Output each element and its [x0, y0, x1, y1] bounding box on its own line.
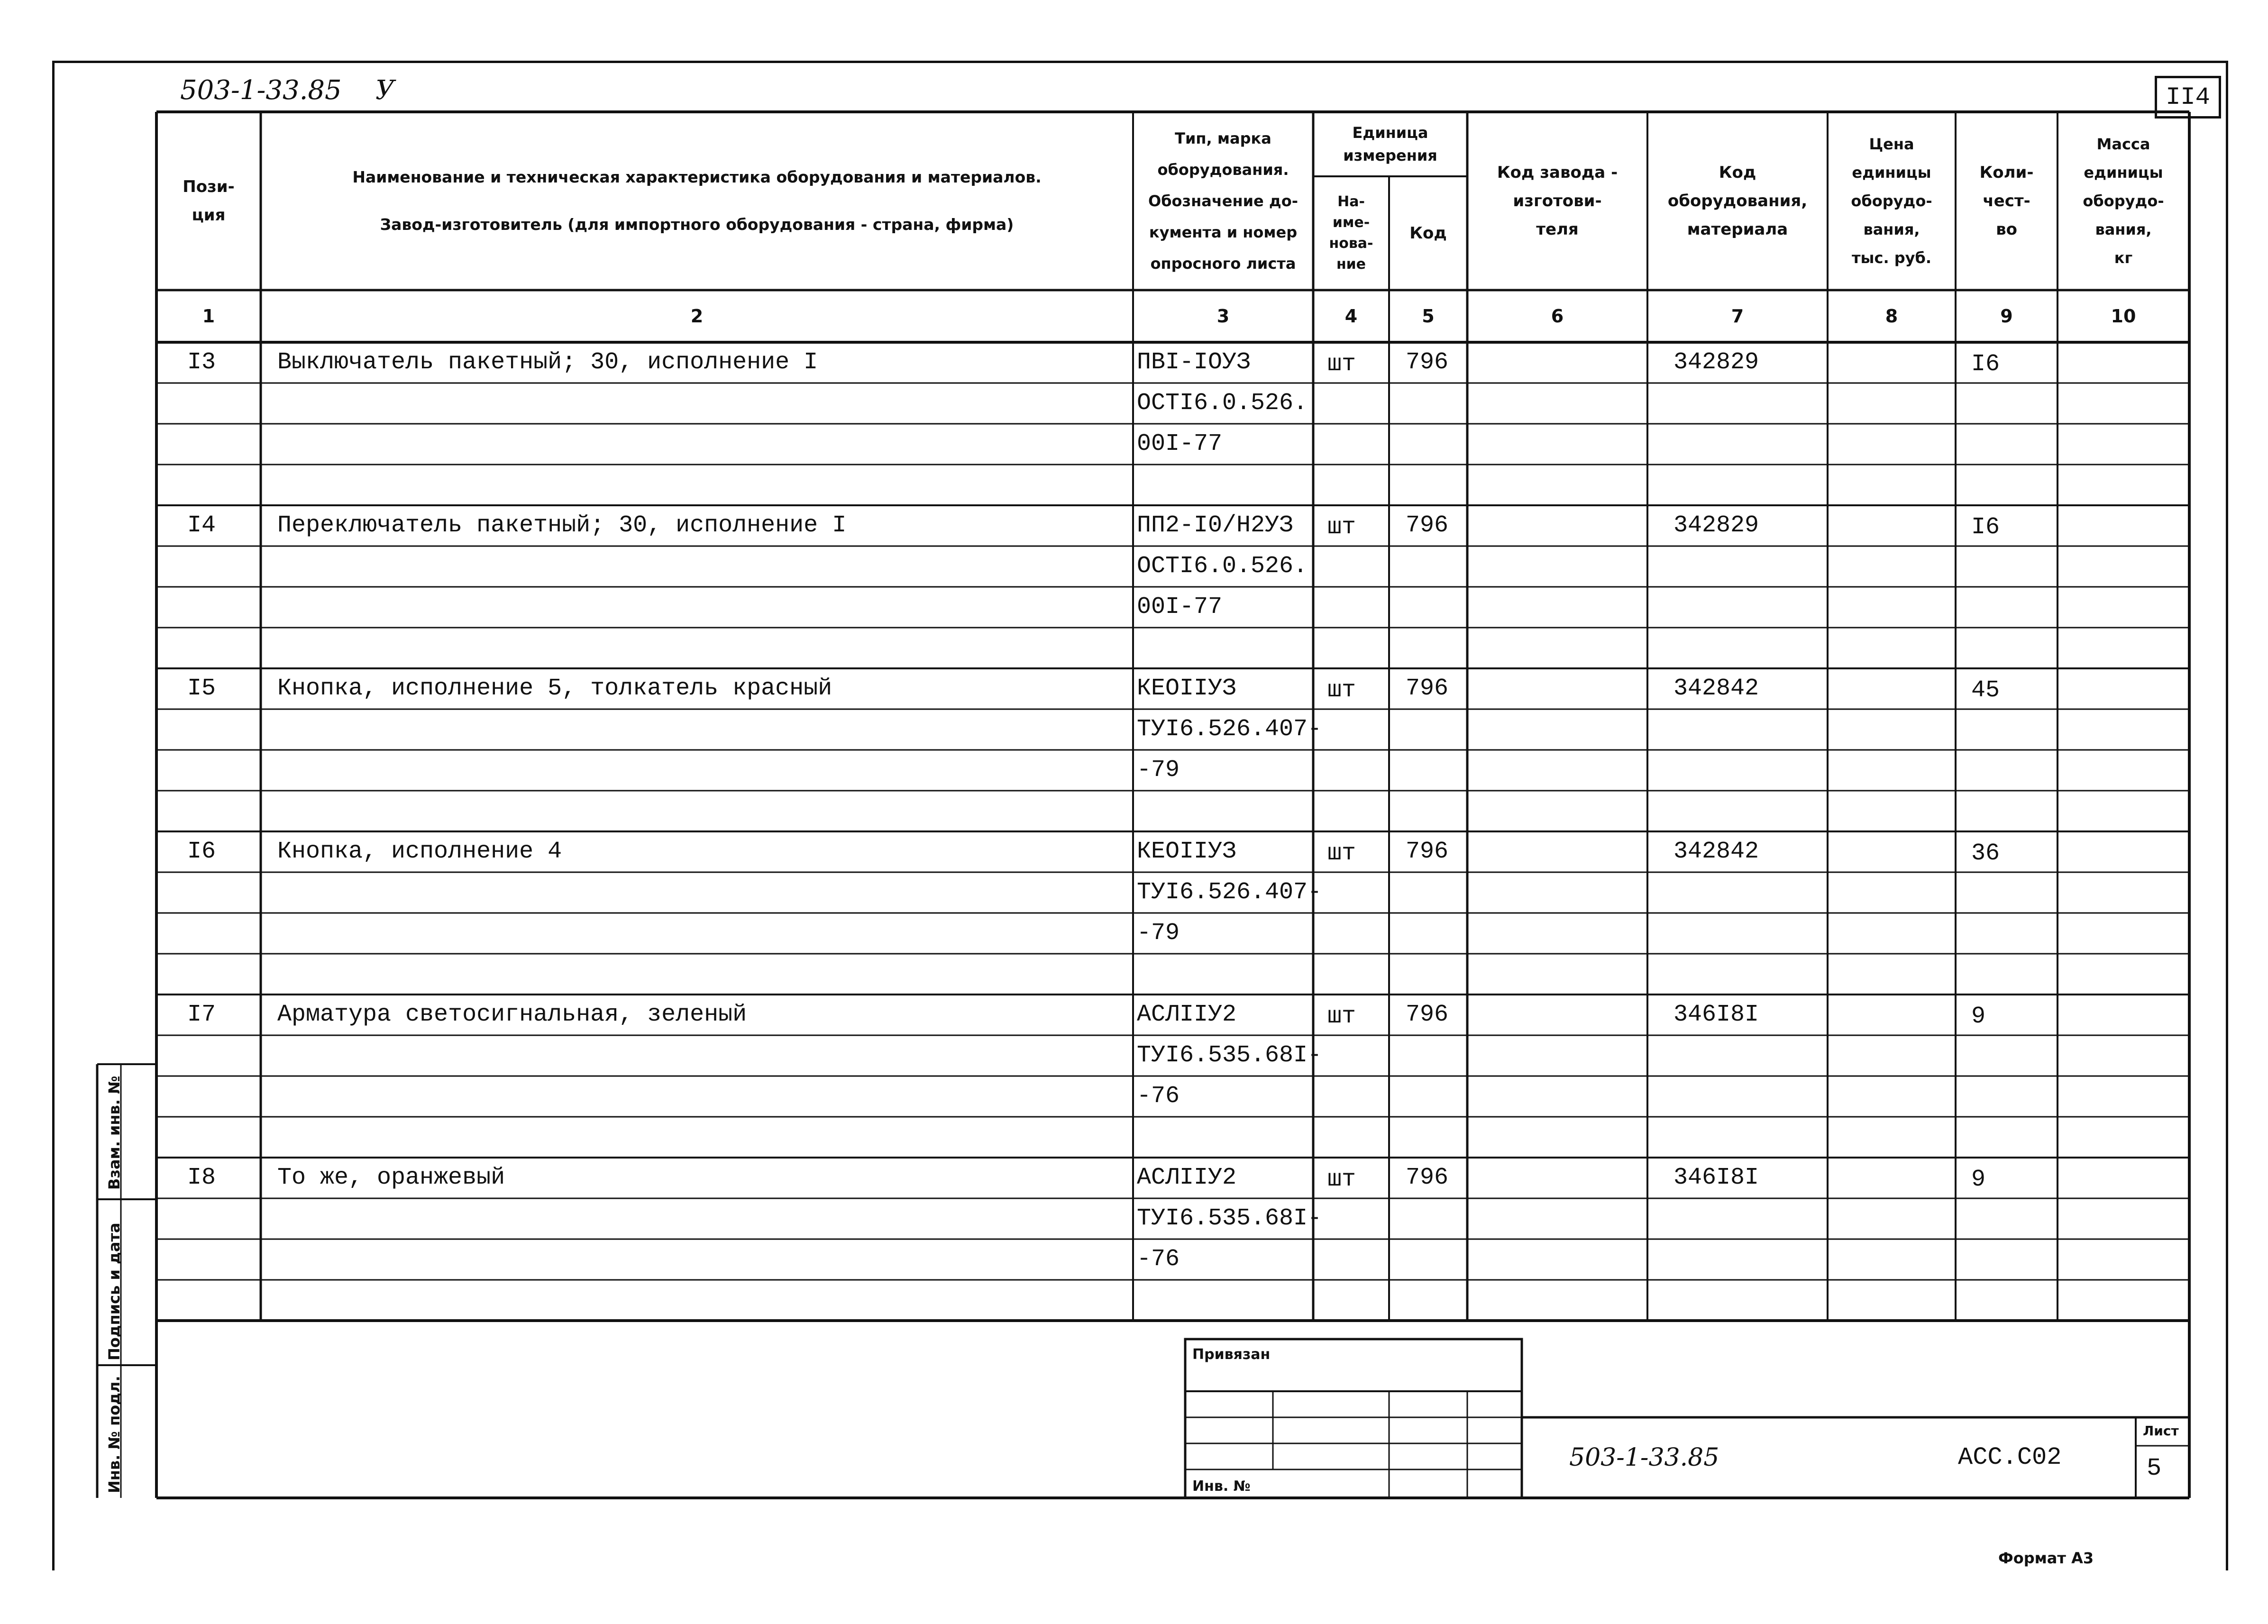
equipment-code-cell: 342842 [1674, 838, 1759, 865]
type-cell: -76 [1137, 1083, 1180, 1110]
name-cell: Кнопка, исполнение 4 [277, 838, 562, 865]
column-header-7: Код оборудования, материала [1667, 163, 1808, 239]
stamp-bound-label: Привязан [1192, 1346, 1271, 1363]
equipment-code-cell: 342829 [1674, 349, 1759, 376]
type-cell: ТУI6.526.407- [1137, 716, 1322, 743]
column-header-2: Наименование и техническая характеристика оборудования и материалов. Завод-изготовитель (для импортного оборудования - страна, фирма) [352, 168, 1042, 234]
type-cell: ТУI6.535.68I- [1137, 1205, 1322, 1232]
type-cell: АСЛIIУ2 [1137, 1001, 1237, 1028]
position-cell: I4 [187, 512, 216, 539]
unit-code-cell: 796 [1406, 1164, 1449, 1191]
column-number-6: 6 [1551, 306, 1564, 327]
column-number-10: 10 [2111, 306, 2136, 327]
column-header-6: Код завода - изготови- теля [1497, 163, 1618, 239]
type-cell: КЕОIIУЗ [1137, 838, 1237, 865]
equipment-code-cell: 346I8I [1674, 1001, 1759, 1028]
position-cell: I5 [187, 675, 216, 702]
column-header-8: Цена единицы оборудо- вания, тыс. руб. [1851, 135, 1932, 267]
column-number-1: 1 [202, 306, 215, 327]
type-cell: ОСТI6.0.526. [1137, 390, 1308, 417]
sheet-number: II4 [2166, 83, 2210, 111]
stamp-mark: АСС.С02 [1958, 1443, 2062, 1471]
type-cell: 00I-77 [1137, 430, 1223, 457]
type-cell: -79 [1137, 757, 1180, 784]
column-header-4: На- име- нова- ние [1329, 193, 1373, 273]
unit-cell: шт [1327, 351, 1356, 378]
type-cell: ТУI6.526.407- [1137, 879, 1322, 906]
unit-cell: шт [1327, 514, 1356, 541]
stamp-box [1185, 1339, 1522, 1498]
column-header-9: Коли- чест- во [1979, 163, 2034, 239]
quantity-cell: 45 [1971, 677, 2000, 704]
unit-code-cell: 796 [1406, 512, 1449, 539]
position-cell: I6 [187, 838, 216, 865]
quantity-cell: I6 [1971, 351, 2000, 378]
side-label-inv-original: Инв. № подл. [105, 1376, 123, 1493]
column-number-8: 8 [1885, 306, 1898, 327]
position-cell: I8 [187, 1164, 216, 1191]
unit-group-header: Единица измерения [1343, 124, 1437, 164]
type-cell: ПВI-IОУЗ [1137, 349, 1251, 376]
unit-cell: шт [1327, 1003, 1356, 1030]
column-number-2: 2 [690, 306, 704, 327]
quantity-cell: 9 [1971, 1166, 1986, 1193]
column-header-3: Тип, марка оборудования. Обозначение до- кумента и номер опросного листа [1148, 129, 1298, 273]
type-cell: -76 [1137, 1246, 1180, 1273]
type-cell: -79 [1137, 920, 1180, 947]
side-label-signature-date: Подпись и дата [105, 1223, 123, 1360]
side-label-replace-inv: Взам. инв. № [105, 1076, 123, 1190]
type-cell: КЕОIIУЗ [1137, 675, 1237, 702]
column-number-4: 4 [1344, 306, 1358, 327]
document-code-top: 503-1-33.85 У [180, 75, 395, 106]
name-cell: Переключатель пакетный; 30, исполнение I [277, 512, 847, 539]
type-cell: 00I-77 [1137, 593, 1223, 620]
position-cell: I3 [187, 349, 216, 376]
column-number-3: 3 [1216, 306, 1230, 327]
type-cell: ПП2-I0/Н2УЗ [1137, 512, 1294, 539]
column-number-9: 9 [2000, 306, 2013, 327]
stamp-sheet-value: 5 [2147, 1454, 2162, 1482]
quantity-cell: 9 [1971, 1003, 1986, 1030]
name-cell: То же, оранжевый [277, 1164, 505, 1191]
quantity-cell: I6 [1971, 514, 2000, 541]
type-cell: ОСТI6.0.526. [1137, 553, 1308, 580]
unit-cell: шт [1327, 1166, 1356, 1193]
equipment-code-cell: 346I8I [1674, 1164, 1759, 1191]
equipment-code-cell: 342829 [1674, 512, 1759, 539]
quantity-cell: 36 [1971, 840, 2000, 867]
column-header-5: Код [1409, 224, 1447, 243]
equipment-code-cell: 342842 [1674, 675, 1759, 702]
position-cell: I7 [187, 1001, 216, 1028]
format-label: Формат А3 [1998, 1549, 2094, 1567]
column-header-1: Пози- ция [183, 177, 235, 225]
stamp-inv-label: Инв. № [1192, 1478, 1251, 1495]
name-cell: Арматура светосигнальная, зеленый [277, 1001, 747, 1028]
unit-code-cell: 796 [1406, 1001, 1449, 1028]
name-cell: Выключатель пакетный; 30, исполнение I [277, 349, 818, 376]
column-number-5: 5 [1422, 306, 1435, 327]
column-number-7: 7 [1731, 306, 1744, 327]
unit-code-cell: 796 [1406, 349, 1449, 376]
type-cell: АСЛIIУ2 [1137, 1164, 1237, 1191]
unit-code-cell: 796 [1406, 838, 1449, 865]
unit-cell: шт [1327, 840, 1356, 867]
column-header-10: Масса единицы оборудо- вания, кг [2083, 135, 2164, 267]
name-cell: Кнопка, исполнение 5, толкатель красный [277, 675, 832, 702]
unit-code-cell: 796 [1406, 675, 1449, 702]
stamp-doc-code: 503-1-33.85 [1569, 1443, 1719, 1472]
stamp-sheet-label: Лист [2143, 1423, 2179, 1439]
unit-cell: шт [1327, 677, 1356, 704]
type-cell: ТУI6.535.68I- [1137, 1042, 1322, 1069]
